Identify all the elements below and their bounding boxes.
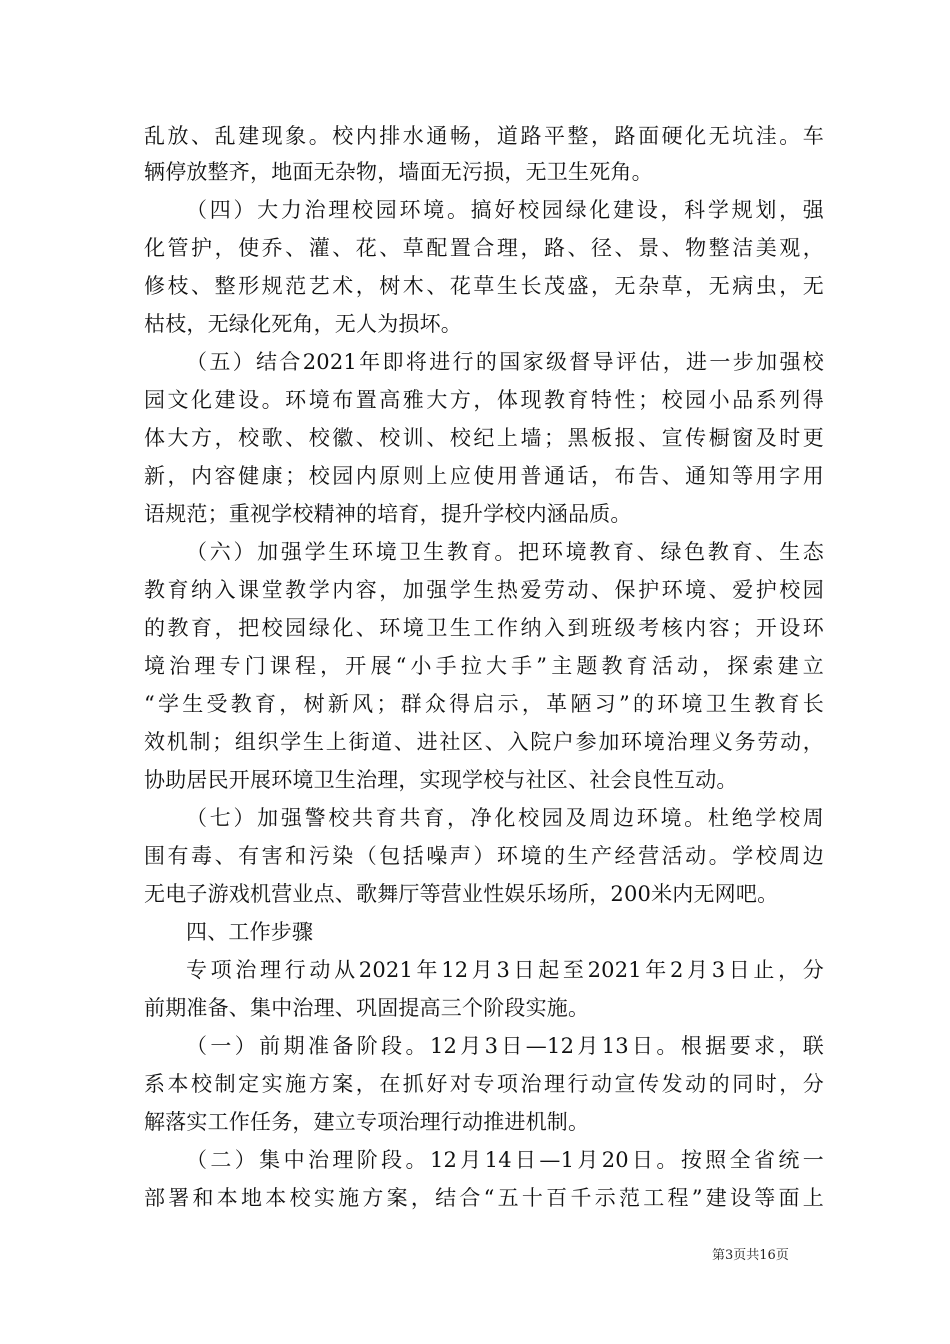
paragraph-6-line: （六）加强学生环境卫生教育。把环境教育、绿色教育、生态 — [186, 540, 824, 564]
body-line: 部署和本地本校实施方案，结合“五十百千示范工程”建设等面上 — [144, 1186, 824, 1210]
body-line: 效机制；组织学生上街道、进社区、入院户参加环境治理义务劳动， — [144, 730, 824, 754]
section-heading: 四、工作步骤 — [186, 920, 314, 944]
body-line: 的教育，把校园绿化、环境卫生工作纳入到班级考核内容；开设环 — [144, 616, 824, 640]
paragraph-stage-2-line: （二）集中治理阶段。12月14日—1月20日。按照全省统一 — [186, 1148, 824, 1172]
paragraph-7-line: （七）加强警校共育共育，净化校园及周边环境。杜绝学校周 — [186, 806, 824, 830]
body-line: 教育纳入课堂教学内容，加强学生热爱劳动、保护环境、爱护校园 — [144, 578, 824, 602]
body-line: 围有毒、有害和污染（包括噪声）环境的生产经营活动。学校周边 — [144, 844, 824, 868]
body-line: 枯枝，无绿化死角，无人为损坏。 — [144, 312, 462, 336]
body-line: 前期准备、集中治理、巩固提高三个阶段实施。 — [144, 996, 590, 1020]
body-line: 辆停放整齐，地面无杂物，墙面无污损，无卫生死角。 — [144, 160, 653, 184]
body-line: 修枝、整形规范艺术，树木、花草生长茂盛，无杂草，无病虫，无 — [144, 274, 824, 298]
body-line: 园文化建设。环境布置高雅大方，体现教育特性；校园小品系列得 — [144, 388, 824, 412]
page-number-footer: 第3页共16页 — [712, 1248, 789, 1263]
body-line: “学生受教育，树新风；群众得启示，革陋习”的环境卫生教育长 — [144, 692, 824, 716]
body-line: 语规范；重视学校精神的培育，提升学校内涵品质。 — [144, 502, 632, 526]
body-line: 系本校制定实施方案，在抓好对专项治理行动宣传发动的同时，分 — [144, 1072, 824, 1096]
body-line: 体大方，校歌、校徽、校训、校纪上墙；黑板报、宣传橱窗及时更 — [144, 426, 824, 450]
body-line: 境治理专门课程，开展“小手拉大手”主题教育活动，探索建立 — [144, 654, 824, 678]
body-line: 无电子游戏机营业点、歌舞厅等营业性娱乐场所，200米内无网吧。 — [144, 882, 779, 906]
body-line: 化管护，使乔、灌、花、草配置合理，路、径、景、物整洁美观， — [144, 236, 824, 260]
body-line: 乱放、乱建现象。校内排水通畅，道路平整，路面硬化无坑洼。车 — [144, 124, 824, 148]
body-line: 协助居民开展环境卫生治理，实现学校与社区、社会良性互动。 — [144, 768, 738, 792]
paragraph-4-line: （四）大力治理校园环境。搞好校园绿化建设，科学规划，强 — [186, 198, 824, 222]
body-line: 新，内容健康；校园内原则上应使用普通话，布告、通知等用字用 — [144, 464, 824, 488]
paragraph-steps-line: 专项治理行动从2021年12月3日起至2021年2月3日止，分 — [186, 958, 824, 982]
paragraph-stage-1-line: （一）前期准备阶段。12月3日—12月13日。根据要求，联 — [186, 1034, 824, 1058]
paragraph-5-line: （五）结合2021年即将进行的国家级督导评估，进一步加强校 — [186, 350, 824, 374]
body-line: 解落实工作任务，建立专项治理行动推进机制。 — [144, 1110, 590, 1134]
